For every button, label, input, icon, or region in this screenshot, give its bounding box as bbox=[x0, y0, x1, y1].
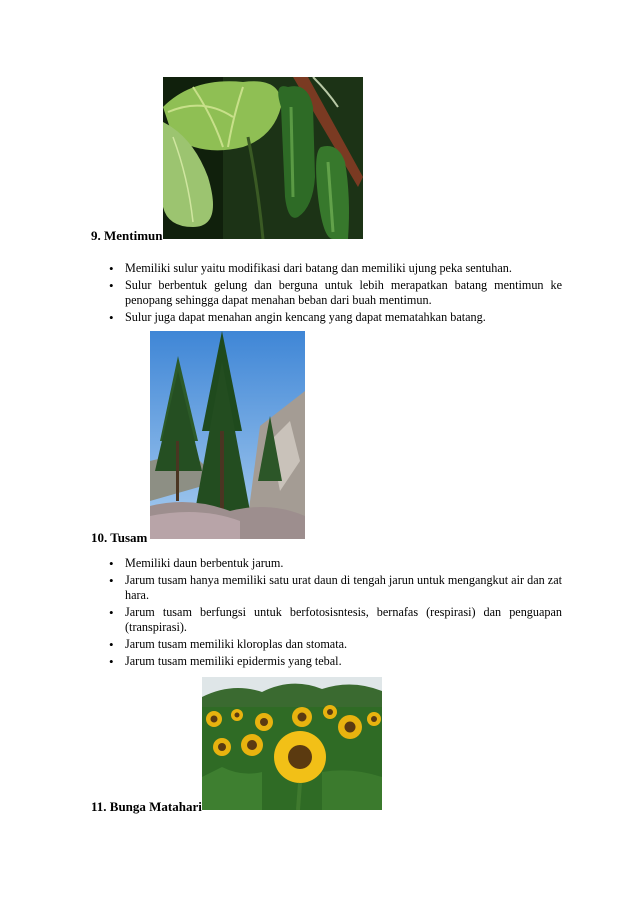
list-item: • Jarum tusam memiliki epidermis yang tebal. bbox=[92, 654, 562, 669]
list-item: • Jarum tusam berfungsi untuk berfotosisntesis, bernafas (respirasi) dan penguapan (transpirasi). bbox=[92, 605, 562, 635]
list-item: • Sulur berbentuk gelung dan berguna untuk lebih merapatkan batang mentimun ke penopang sehingga dapat menahan beban dari buah mentimun. bbox=[92, 278, 562, 308]
list-item: • Jarum tusam memiliki kloroplas dan stomata. bbox=[92, 637, 562, 652]
tusam-bullet-list bbox=[92, 556, 562, 671]
section-title-tusam: 10. Tusam bbox=[91, 530, 148, 545]
section-title-mentimun: 9. Mentimun bbox=[91, 228, 163, 243]
mentimun-bullet-list bbox=[92, 261, 562, 327]
pine-trees-photo bbox=[150, 331, 305, 539]
list-item: • Memiliki daun berbentuk jarum. bbox=[92, 556, 562, 571]
list-item: • Sulur juga dapat menahan angin kencang yang dapat mematahkan batang. bbox=[92, 310, 562, 325]
cucumber-photo bbox=[163, 77, 363, 239]
sunflower-field-photo bbox=[202, 677, 382, 810]
section-title-bunga-matahari: 11. Bunga Matahari bbox=[91, 799, 202, 814]
list-item: • Memiliki sulur yaitu modifikasi dari batang dan memiliki ujung peka sentuhan. bbox=[92, 261, 562, 276]
list-item: • Jarum tusam hanya memiliki satu urat daun di tengah jarun untuk mengangkut air dan zat hara. bbox=[92, 573, 562, 603]
